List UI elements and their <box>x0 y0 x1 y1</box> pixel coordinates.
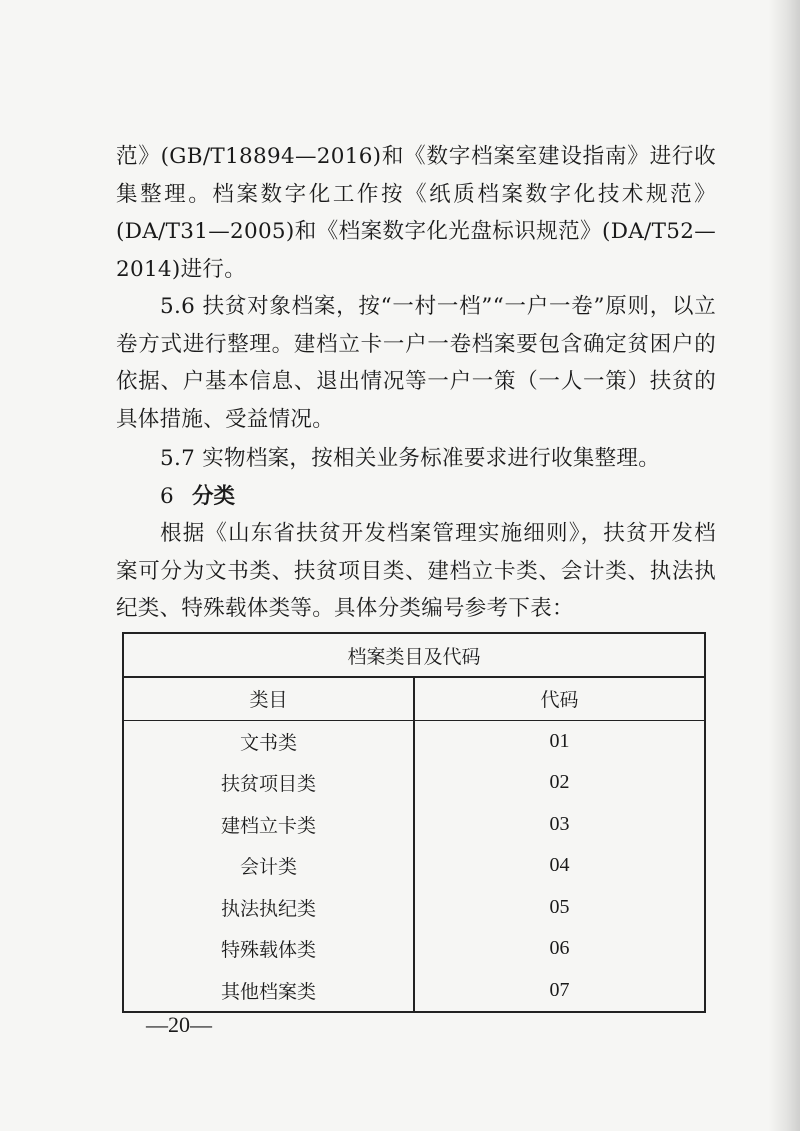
row-category: 扶贫项目类 <box>123 762 414 804</box>
row-code: 04 <box>414 845 705 887</box>
table-caption-row <box>123 633 705 677</box>
row-category: 其他档案类 <box>123 970 414 1013</box>
page-edge-shadow <box>768 0 800 1131</box>
section-title: 分类 <box>192 484 236 509</box>
row-category: 建档立卡类 <box>123 804 414 846</box>
table-header-row <box>123 677 705 720</box>
section-number: 6 <box>160 484 174 509</box>
row-code: 06 <box>414 928 705 970</box>
row-category: 特殊载体类 <box>123 928 414 970</box>
table-row <box>123 845 705 887</box>
row-category: 会计类 <box>123 845 414 887</box>
row-code: 03 <box>414 804 705 846</box>
paragraph-classification: 根据《山东省扶贫开发档案管理实施细则》，扶贫开发档案可分为文书类、扶贫项目类、建档立卡类、会计类、执法执纪类、特殊载体类等。具体分类编号参考下表： <box>116 521 716 622</box>
classification-table <box>122 632 706 1013</box>
row-category: 文书类 <box>123 720 414 762</box>
table-row <box>123 928 705 970</box>
row-code: 05 <box>414 887 705 929</box>
table-caption: 档案类目及代码 <box>123 633 705 677</box>
page-number: —20— <box>146 1012 212 1037</box>
table-row <box>123 804 705 846</box>
row-category: 执法执纪类 <box>123 887 414 929</box>
paragraph-5-7: 5.7 实物档案，按相关业务标准要求进行收集整理。 <box>160 446 661 471</box>
section-heading-6 <box>160 478 235 516</box>
table-row <box>123 970 705 1013</box>
header-code: 代码 <box>414 677 705 720</box>
row-code: 01 <box>414 720 705 762</box>
paragraph-5-6: 5.6 扶贫对象档案，按“一村一档”“一户一卷”原则，以立卷方式进行整理。建档立卡一户一卷档案要包含确定贫困户的依据、户基本信息、退出情况等一户一策（一人一策）扶贫的具体措施、受益情况。 <box>116 294 716 433</box>
table-row <box>123 762 705 804</box>
row-code: 07 <box>414 970 705 1013</box>
row-code: 02 <box>414 762 705 804</box>
table-row <box>123 720 705 762</box>
table-row <box>123 887 705 929</box>
paragraph-standards: 范》(GB/T18894—2016)和《数字档案室建设指南》进行收集整理。档案数字化工作按《纸质档案数字化技术规范》(DA/T31—2005)和《档案数字化光盘标识规范》(DA/T52—2014)进行。 <box>116 144 716 283</box>
header-category: 类目 <box>123 677 414 720</box>
